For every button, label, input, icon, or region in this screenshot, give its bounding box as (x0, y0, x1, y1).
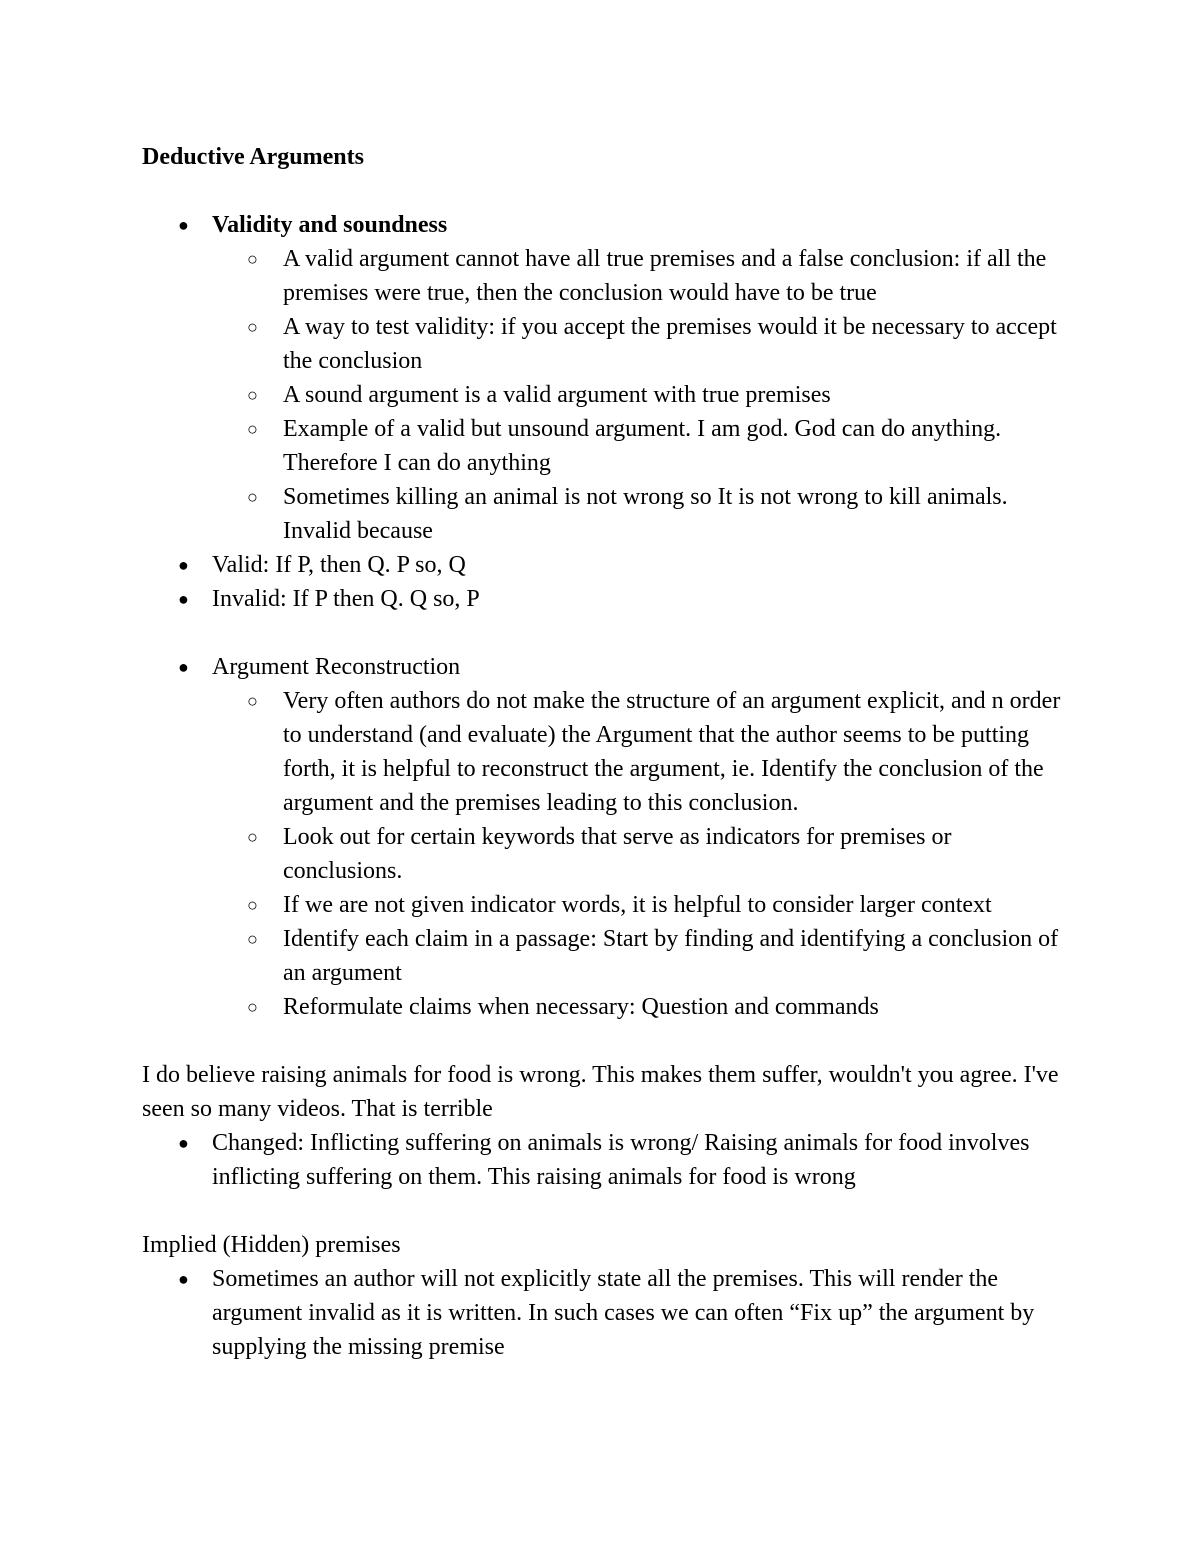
hollow-bullet-icon: ○ (247, 317, 258, 337)
invalid-rule-text: Invalid: If P then Q. Q so, P (212, 586, 480, 612)
filled-bullet-icon: ● (178, 215, 189, 235)
spacer (142, 1024, 1072, 1058)
filled-bullet-icon: ● (178, 1133, 189, 1153)
list-item (212, 922, 1072, 990)
example-bullet-list (142, 1126, 1072, 1194)
hollow-bullet-icon: ○ (247, 487, 258, 507)
hollow-bullet-icon: ○ (247, 895, 258, 915)
filled-bullet-icon: ● (178, 1269, 189, 1289)
list-item (212, 990, 1072, 1024)
list-item (212, 378, 1072, 412)
list-item (142, 1126, 1072, 1194)
sub-bullet-list (212, 684, 1072, 1024)
list-item (212, 684, 1072, 820)
list-item-text: A way to test validity: if you accept the premises would it be necessary to accept the conclusion (283, 314, 1057, 374)
list-item-text: Example of a valid but unsound argument. I am god. God can do anything. Therefore I can do anything (283, 416, 1002, 476)
section-heading-implied: Implied (Hidden) premises (142, 1232, 401, 1258)
list-item-text: A sound argument is a valid argument with true premises (283, 382, 831, 408)
implied-bullet-list (142, 1262, 1072, 1364)
hollow-bullet-icon: ○ (247, 929, 258, 949)
list-item-text: Sometimes killing an animal is not wrong so It is not wrong to kill animals. Invalid because (283, 484, 1008, 544)
document-title: Deductive Arguments (142, 144, 364, 170)
list-item (212, 820, 1072, 888)
list-item-text: Very often authors do not make the structure of an argument explicit, and n order to understand (and evaluate) the Argument that the author seems to be putting forth, it is helpful to reconstruct the argument, ie. Identify the conclusion of the argument and the premises leading to this conclusion. (283, 688, 1061, 816)
list-item (142, 650, 1072, 1024)
filled-bullet-icon: ● (178, 555, 189, 575)
sub-bullet-list (212, 242, 1072, 548)
list-item-text: Identify each claim in a passage: Start by finding and identifying a conclusion of an argument (283, 926, 1059, 986)
main-bullet-list (142, 208, 1072, 616)
filled-bullet-icon: ● (178, 589, 189, 609)
section-heading-reconstruction: Argument Reconstruction (212, 654, 461, 680)
list-item (212, 888, 1072, 922)
hollow-bullet-icon: ○ (247, 691, 258, 711)
document-content (142, 140, 1072, 1364)
hollow-bullet-icon: ○ (247, 385, 258, 405)
hollow-bullet-icon: ○ (247, 997, 258, 1017)
list-item (212, 412, 1072, 480)
reconstruction-bullet-list (142, 650, 1072, 1024)
list-item-text: Look out for certain keywords that serve as indicators for premises or conclusions. (283, 824, 952, 884)
section-heading-validity: Validity and soundness (212, 212, 448, 238)
list-item (142, 1262, 1072, 1364)
spacer (142, 616, 1072, 650)
list-item (212, 310, 1072, 378)
list-item (212, 480, 1072, 548)
valid-rule-text: Valid: If P, then Q. P so, Q (212, 552, 466, 578)
example-paragraph: I do believe raising animals for food is wrong. This makes them suffer, wouldn't you agree. I've seen so many videos. That is terrible (142, 1062, 1059, 1122)
list-item (142, 208, 1072, 548)
hollow-bullet-icon: ○ (247, 249, 258, 269)
list-item-text: If we are not given indicator words, it is helpful to consider larger context (283, 892, 992, 918)
list-item-text: Reformulate claims when necessary: Question and commands (283, 994, 879, 1020)
list-item (142, 582, 1072, 616)
hollow-bullet-icon: ○ (247, 419, 258, 439)
spacer (142, 1194, 1072, 1228)
list-item-text: A valid argument cannot have all true premises and a false conclusion: if all the premises were true, then the conclusion would have to be true (283, 246, 1047, 306)
filled-bullet-icon: ● (178, 657, 189, 677)
list-item (212, 242, 1072, 310)
example-changed-text: Changed: Inflicting suffering on animals is wrong/ Raising animals for food involves inflicting suffering on them. This raising animals for food is wrong (212, 1130, 1030, 1190)
list-item (142, 548, 1072, 582)
hollow-bullet-icon: ○ (247, 827, 258, 847)
list-item-text: Sometimes an author will not explicitly state all the premises. This will render the argument invalid as it is written. In such cases we can often “Fix up” the argument by supplying the missing premise (212, 1266, 1035, 1360)
